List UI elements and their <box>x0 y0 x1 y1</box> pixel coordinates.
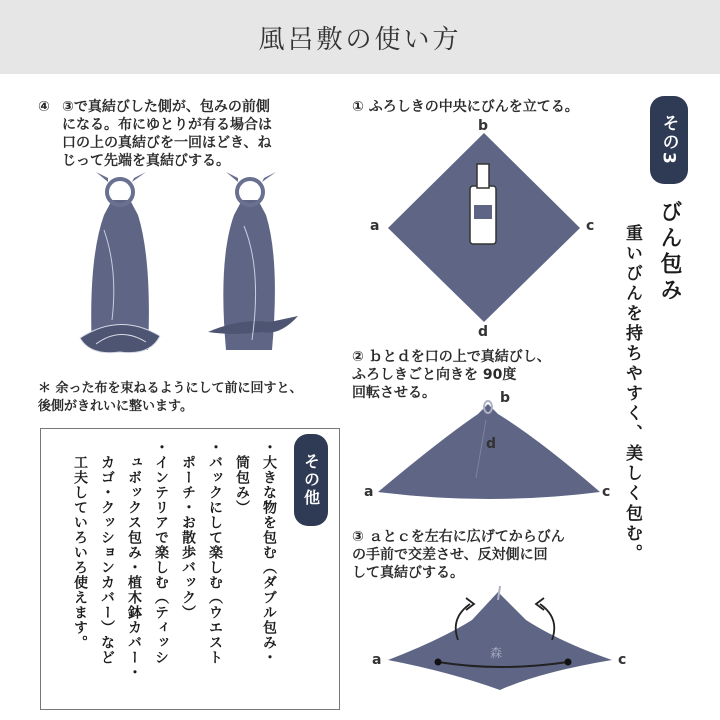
step2-label-c: c <box>602 484 611 500</box>
wrapped-bottle-side-illustration <box>208 172 298 350</box>
step4-note-line-2: 後側がきれいに整います。 <box>38 399 193 414</box>
step4-number: ④ <box>38 99 50 115</box>
step3-label-a: a <box>372 652 382 668</box>
other-uses-text <box>50 440 282 702</box>
other-line-5: ・インテリアで楽しむ（ティッシ <box>153 440 169 665</box>
page-title: 風呂敷の使い方 <box>258 24 462 55</box>
other-line-1: ・大きな物を包む（ダブル包み・ <box>261 440 277 665</box>
furoshiki-diamond-illustration <box>388 133 580 322</box>
badge-other: その他 <box>294 434 328 526</box>
wrapped-bottle-front-illustration <box>80 172 160 353</box>
other-line-3: ・バックにして楽しむ（ウエスト <box>207 440 223 665</box>
step3-line-1: ③ ａとｃを左右に広げてからびん <box>352 529 565 545</box>
other-line-8: 工夫していろいろ使えます。 <box>72 440 88 650</box>
step4-line-2: になる。布にゆとりが有る場合は <box>62 117 272 133</box>
step3-line-2: の手前で交差させ、反対側に回 <box>352 547 548 563</box>
other-line-4: ポーチ・お散歩バック） <box>180 440 196 620</box>
step2-label-b: b <box>500 390 511 406</box>
other-line-6: ュボックス包み・植木鉢カバー・ <box>126 440 142 680</box>
step2-line-1: ② ｂとｄを口の上で真結びし、 <box>352 349 551 365</box>
step3-line-3: して真結びする。 <box>352 565 464 581</box>
step1-label-b: b <box>478 118 489 134</box>
vertical-title: びん包み <box>657 200 682 304</box>
step2-line-3: 回転させる。 <box>352 385 436 401</box>
step4-line-4: じって先端を真結びする。 <box>62 153 230 169</box>
badge-sono3: その3 <box>650 96 688 184</box>
step4-note-line-1: ＊ 余った布を束ねるようにして前に回すと、 <box>38 381 303 396</box>
vertical-subtitle: 重いびんを持ちやすく、美しく包む。 <box>622 224 642 564</box>
furoshiki-spread-illustration <box>388 586 612 690</box>
other-line-7: カゴ・クッションカバー）など <box>99 440 115 665</box>
watermark: 森 <box>490 646 503 660</box>
step1-label-d: d <box>478 324 489 340</box>
step3-label-c: c <box>618 652 627 668</box>
step1-label-a: a <box>370 218 380 234</box>
step1-label-c: c <box>586 218 595 234</box>
step4-line-3: 口の上の真結びを一回ほどき、ね <box>62 135 272 151</box>
step2-label-a: a <box>364 484 374 500</box>
step2-line-2: ふろしきごと向きを 90度 <box>352 367 517 383</box>
other-line-2: 筒包み） <box>234 440 250 515</box>
step4-line-1: ③で真結びした側が、包みの前側 <box>62 99 270 115</box>
step2-label-d: d <box>486 436 497 452</box>
step1-text: ① ふろしきの中央にびんを立てる。 <box>352 99 579 115</box>
